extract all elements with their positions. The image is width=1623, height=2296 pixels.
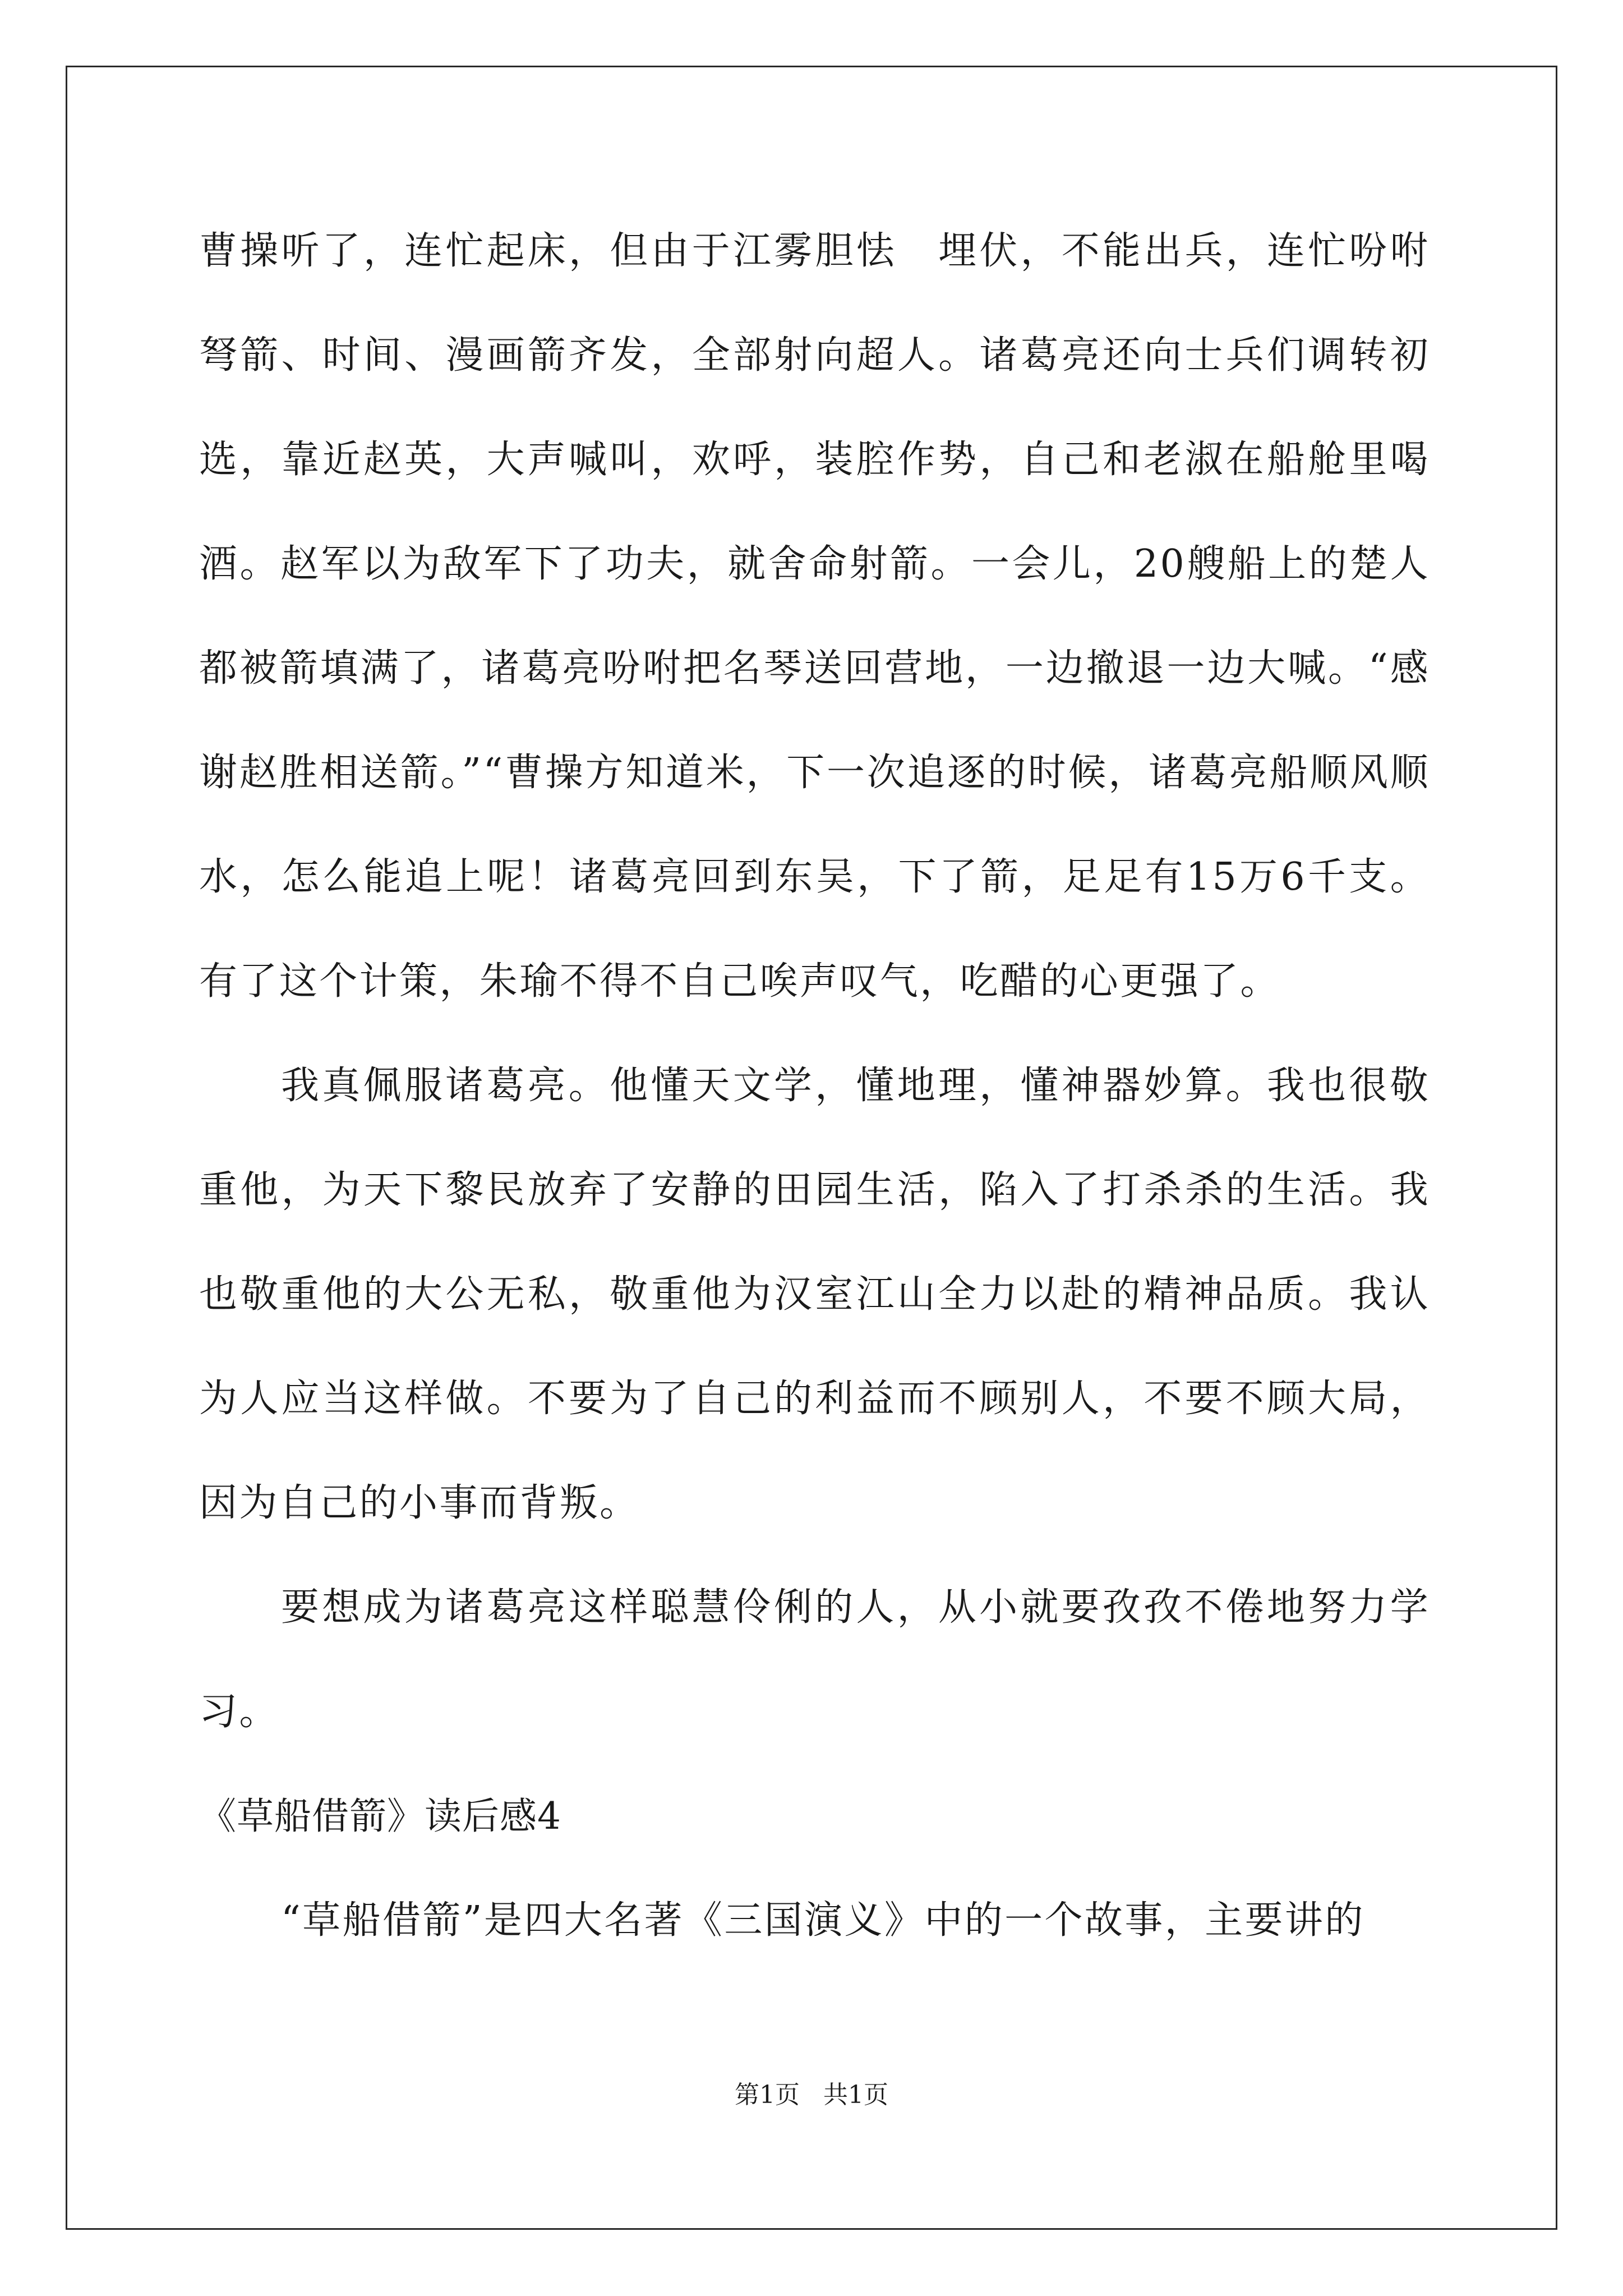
page-total: 共1页 [823,2081,888,2109]
paragraph-2: 我真佩服诸葛亮。他懂天文学，懂地理，懂神器妙算。我也很敬重他，为天下黎民放弃了安静的田园生活，陷入了打杀杀的生活。我也敬重他的大公无私，敬重他为汉室江山全力以赴的精神品质。我认为人应当这样做。不要为了自己的利益而不顾别人，不要不顾大局，因为自己的小事而背叛。 [199,1064,1430,1525]
document-body [199,199,1430,1973]
page-number: 第1页 [735,2081,800,2109]
page-footer [0,2078,1623,2112]
paragraph-1: 曹操听了，连忙起床，但由于江雾胆怯 埋伏，不能出兵，连忙吩咐弩箭、时间、漫画箭齐发，全部射向超人。诸葛亮还向士兵们调转初选，靠近赵英，大声喊叫，欢呼，装腔作势，自己和老淑在船舱里喝酒。赵军以为敌军下了功夫，就舍命射箭。一会儿，20艘船上的楚人都被箭填满了，诸葛亮吩咐把名琴送回营地，一边撤退一边大喊。“感谢赵胜相送箭。”“曹操方知道米，下一次追逐的时候，诸葛亮船顺风顺水，怎么能追上呢！诸葛亮回到东吴，下了箭，足足有15万6千支。有了这个计策，朱瑜不得不自己唉声叹气，吃醋的心更强了。 [199,229,1430,1004]
paragraph-4: “草船借箭”是四大名著《三国演义》中的一个故事，主要讲的 [281,1898,1365,1943]
section-heading: 《草船借箭》读后感4 [199,1795,561,1838]
paragraph-3: 要想成为诸葛亮这样聪慧伶俐的人，从小就要孜孜不倦地努力学习。 [199,1585,1430,1734]
